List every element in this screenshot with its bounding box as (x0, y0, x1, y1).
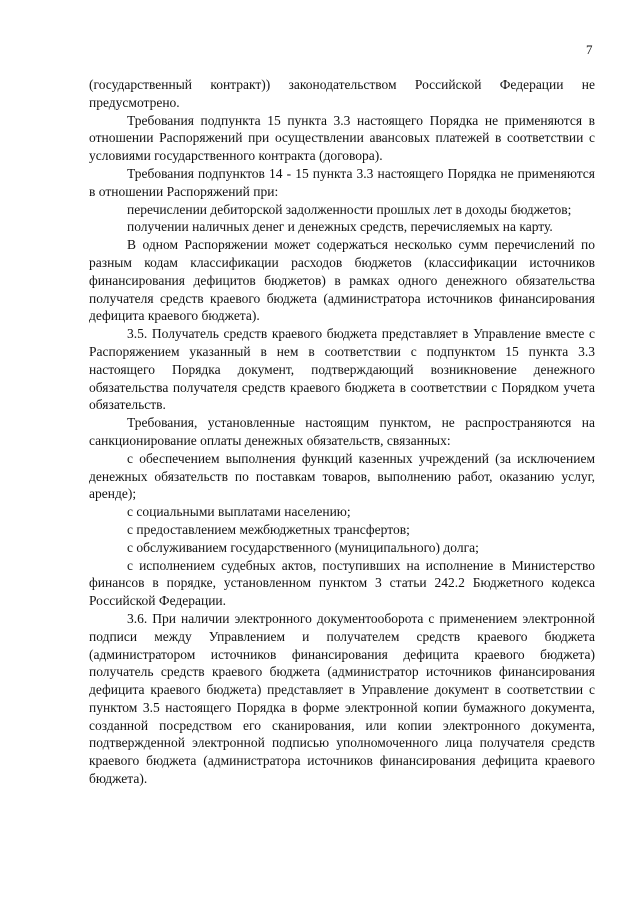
paragraph-4: перечислении дебиторской задолженности прошлых лет в доходы бюджетов; (127, 201, 572, 217)
page-number: 7 (586, 42, 593, 57)
paragraph-13: с исполнением судебных актов, поступивших на исполнение в Министерство финансов в порядке, установленном пунктом 3 статьи 242.2 Бюджетного кодекса Российской Федерации. (89, 557, 595, 609)
paragraph-3: Требования подпунктов 14 - 15 пункта 3.3 настоящего Порядка не применяются в отношении Распоряжений при: (89, 165, 595, 199)
paragraph-9: с обеспечением выполнения функций казенных учреждений (за исключением денежных обязательств по поставкам товаров, выполнению работ, оказанию услуг, аренде); (89, 450, 595, 502)
paragraph-1: (государственный контракт)) законодательством Российской Федерации не предусмотрено. (89, 77, 595, 110)
paragraph-5: получении наличных денег и денежных средств, перечисляемых на карту. (127, 219, 553, 235)
paragraph-10: с социальными выплатами населению; (127, 504, 351, 520)
paragraph-8: Требования, установленные настоящим пунктом, не распространяются на санкционирование оплаты денежных обязательств, связанных: (89, 415, 595, 448)
paragraph-7: 3.5. Получатель средств краевого бюджета представляет в Управление вместе с Распоряжением указанный в нем в соответствии с подпунктом 15 пункта 3.3 настоящего Порядка документ, подтверждающий возникновение денежного обязательства получателя средств краевого бюджета в соответствии с Порядком учета обязательств. (89, 326, 595, 413)
paragraph-14: 3.6. При наличии электронного документооборота с применением электронной подписи между Управлением и получателем средств краевого бюджета (администратором источников финансирования дефицита краевого бюджета) получатель средств краевого бюджета (администратор источников финансирования дефицита краевого бюджета) представляет в Управление документ в соответствии с пунктом 3.5 настоящего Порядка в форме электронной копии бумажного документа, созданной посредством его сканирования, или копии электронного документа, подтвержденной электронной подписью уполномоченного лица получателя средств краевого бюджета (администратора источников финансирования дефицита краевого бюджета). (89, 610, 595, 787)
paragraph-11: с предоставлением межбюджетных трансфертов; (127, 521, 410, 537)
paragraph-2: Требования подпункта 15 пункта 3.3 настоящего Порядка не применяются в отношении Распоряжений при осуществлении авансовых платежей в соответствии с условиями государственного контракта (договора). (89, 112, 595, 164)
paragraph-6: В одном Распоряжении может содержаться несколько сумм перечислений по разным кодам классификации расходов бюджетов (классификации источников финансирования дефицитов бюджетов) в рамках одного денежного обязательства получателя средств краевого бюджета (администратора источников финансирования дефицита краевого бюджета). (89, 237, 595, 324)
document-body (89, 76, 595, 788)
paragraph-12: с обслуживанием государственного (муниципального) долга; (127, 539, 479, 555)
